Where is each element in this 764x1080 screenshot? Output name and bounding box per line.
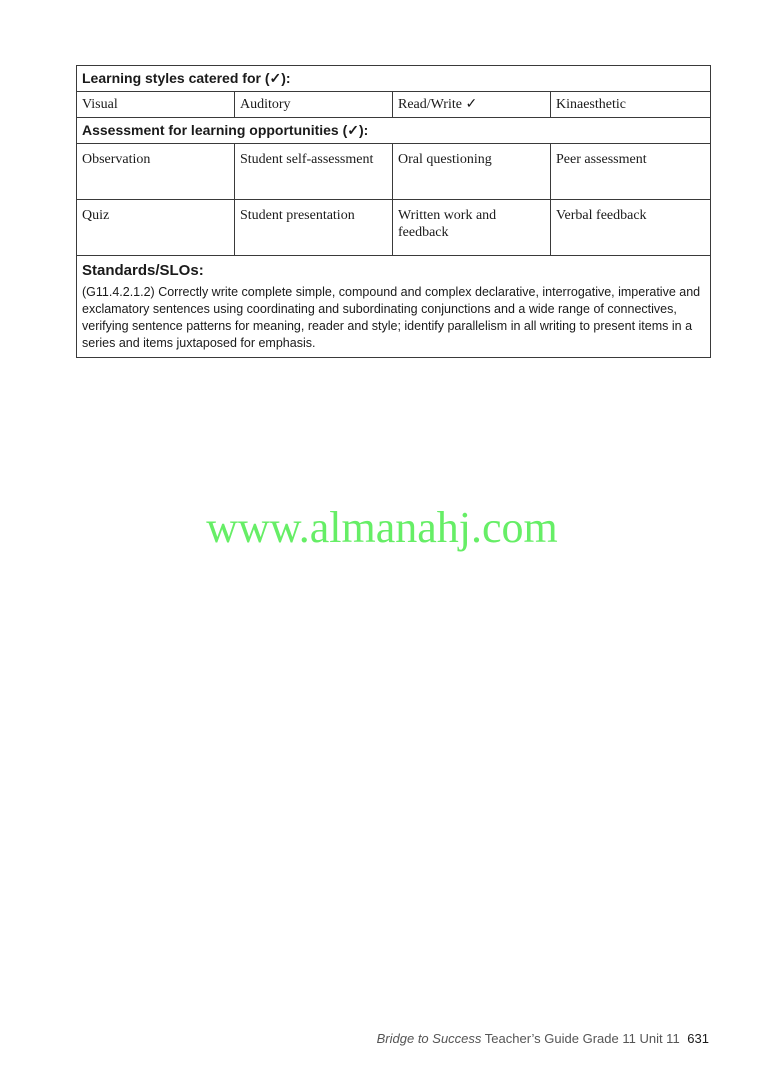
footer-book-title: Bridge to Success [376,1031,482,1046]
assessment-heading: Assessment for learning opportunities (✓): [77,118,711,144]
learning-style-read-write: Read/Write ✓ [393,92,551,118]
learning-styles-heading: Learning styles catered for (✓): [77,66,711,92]
standards-text: (G11.4.2.1.2) Correctly write complete simple, compound and complex declarative, interrogative, imperative and exclamatory sentences using coordinating and subordinating conjunctions and a wide range of connectives, verifying sentence patterns for meaning, reader and style; identify parallelism in all writing to present items in a series and items juxtaposed for emphasis. [82,285,701,350]
assessment-row [77,200,711,256]
assessment-cell: Peer assessment [551,144,711,200]
assessment-row [77,144,711,200]
footer-guide-info: Teacher’s Guide Grade 11 Unit 11 [484,1031,680,1046]
learning-styles-row [77,92,711,118]
page-number: 631 [687,1031,709,1046]
assessment-cell: Verbal feedback [551,200,711,256]
assessment-cell: Quiz [77,200,235,256]
assessment-cell: Oral questioning [393,144,551,200]
assessment-cell: Written work and feedback [393,200,551,256]
learning-style-kinaesthetic: Kinaesthetic [551,92,711,118]
standards-heading: Standards/SLOs: [82,262,204,279]
assessment-cell: Observation [77,144,235,200]
page-footer [377,1031,709,1046]
learning-style-visual: Visual [77,92,235,118]
assessment-cell: Student self-assessment [235,144,393,200]
learning-style-auditory: Auditory [235,92,393,118]
lesson-plan-table [76,65,711,358]
assessment-cell: Student presentation [235,200,393,256]
watermark: www.almanahj.com [206,503,558,552]
standards-section [77,256,711,358]
